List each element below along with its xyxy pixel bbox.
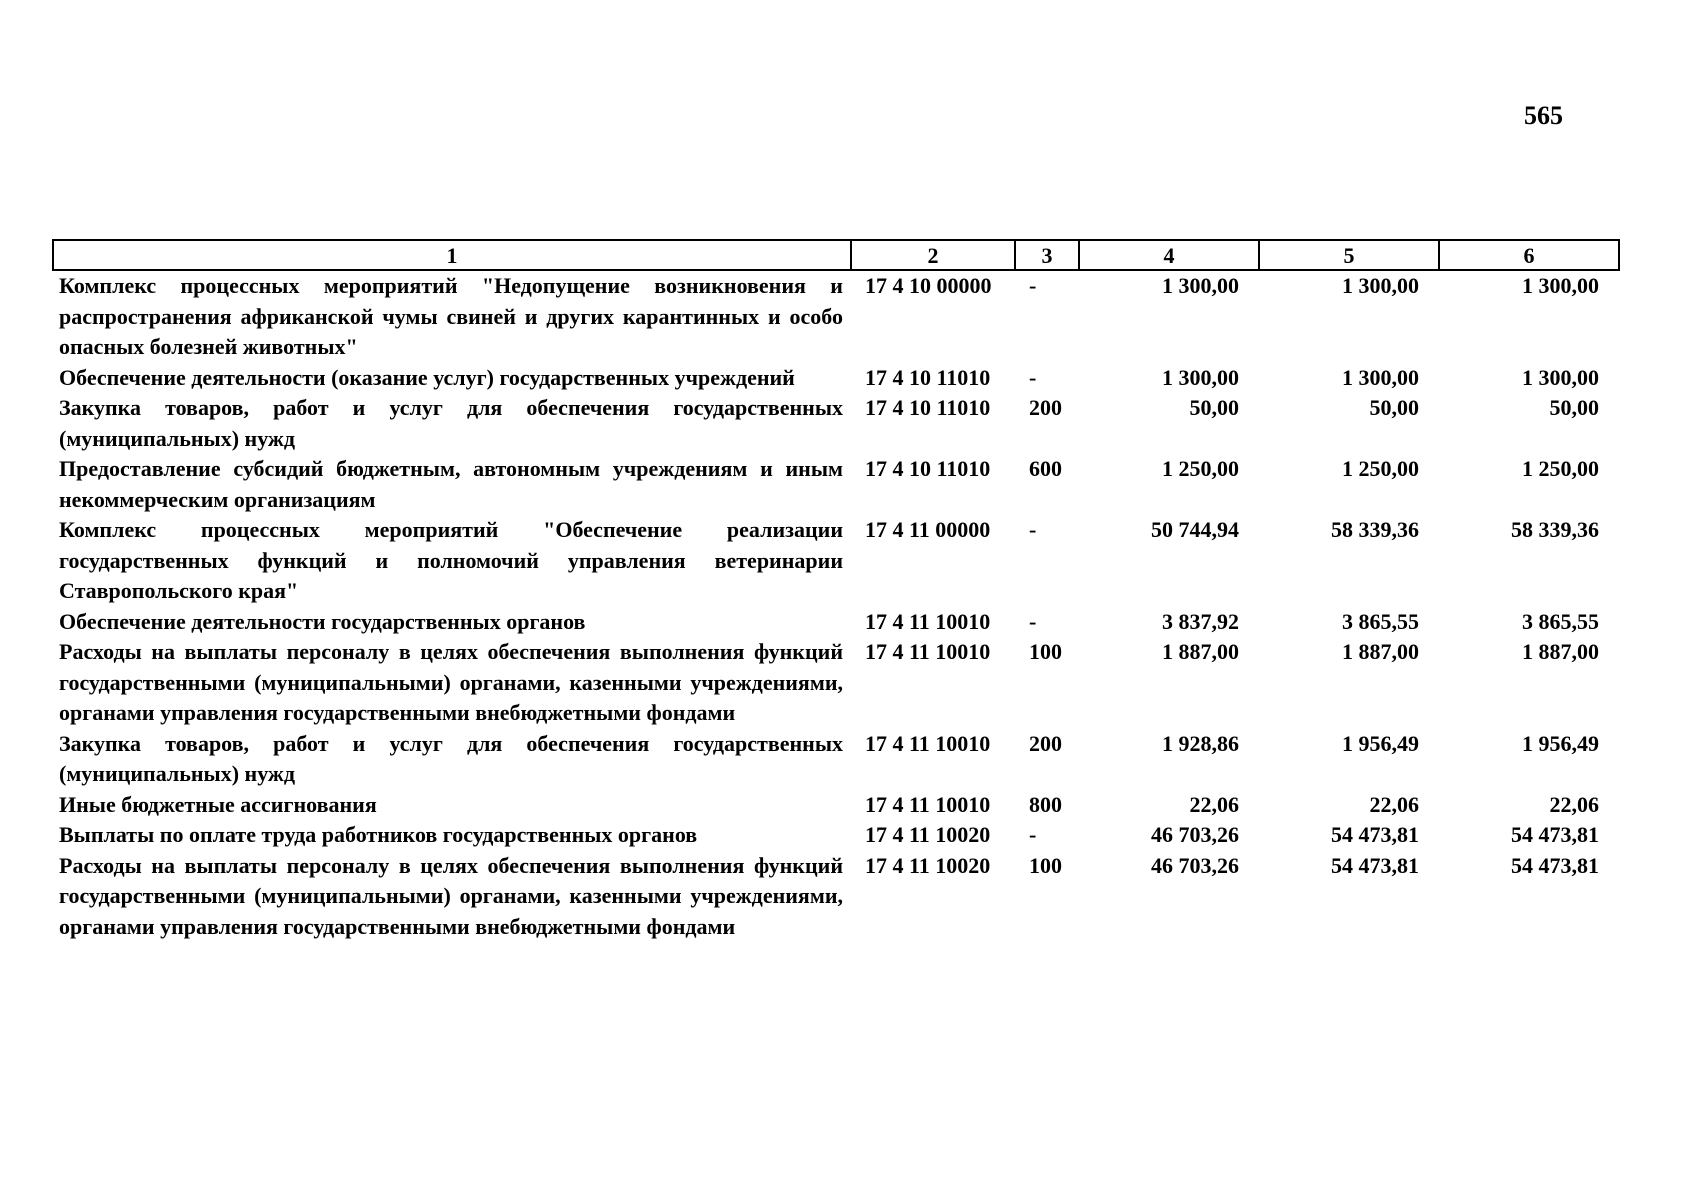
row-code: 17 4 10 00000 [865,273,992,298]
table-header [53,240,1619,270]
row-expense-type: - [1029,273,1037,298]
row-code: 17 4 11 10010 [865,608,991,634]
row-amount-6: 54 473,81 [1511,822,1599,847]
row-name: Комплекс процессных мероприятий "Обеспечение реализации государственных функций и полномочий управления ветеринарии Ставропольского края" [59,517,843,603]
row-amount-4: 1 928,86 [1162,730,1239,756]
row-amount-4: 1 250,00 [1162,456,1239,481]
row-amount-4: 1 300,00 [1162,273,1239,298]
table-row [53,637,1619,729]
row-amount-6: 54 473,81 [1511,852,1599,878]
row-amount-5: 54 473,81 [1331,852,1419,878]
header-col-1: 1 [53,240,851,270]
budget-table [52,239,1620,942]
row-amount-6: 1 956,49 [1522,730,1599,756]
row-name: Обеспечение деятельности (оказание услуг) государственных учреждений [59,364,795,390]
row-amount-4: 46 703,26 [1151,852,1239,878]
row-name: Закупка товаров, работ и услуг для обеспечения государственных (муниципальных) нужд [59,395,843,451]
row-amount-6: 1 887,00 [1522,639,1599,664]
row-code: 17 4 11 10010 [865,791,991,817]
row-name: Закупка товаров, работ и услуг для обеспечения государственных (муниципальных) нужд [59,730,843,786]
header-col-3: 3 [1015,240,1079,270]
row-amount-5: 1 300,00 [1342,364,1419,390]
row-name: Комплекс процессных мероприятий "Недопущение возникновения и распространения африканской чумы свиней и других карантинных и особо опасных болезней животных" [59,273,843,359]
row-amount-4: 22,06 [1189,791,1239,817]
row-name: Расходы на выплаты персоналу в целях обеспечения выполнения функций государственными (муниципальными) органами, казенными учреждениями, органами управления государственными внебюджетными фондами [59,639,843,725]
row-amount-5: 1 887,00 [1342,639,1419,664]
budget-table-container [52,239,1618,942]
row-amount-5: 58 339,36 [1331,517,1419,542]
row-code: 17 4 11 00000 [865,517,991,542]
row-amount-4: 46 703,26 [1151,822,1239,847]
row-amount-4: 1 887,00 [1162,639,1239,664]
table-row [53,607,1619,638]
row-code: 17 4 10 11010 [865,456,991,481]
row-code: 17 4 11 10020 [865,822,991,847]
row-amount-6: 1 300,00 [1522,364,1599,390]
row-amount-4: 3 837,92 [1162,608,1239,634]
row-amount-6: 1 250,00 [1522,456,1599,481]
table-row [53,454,1619,515]
row-amount-6: 1 300,00 [1522,273,1599,298]
row-expense-type: 200 [1029,730,1062,756]
row-expense-type: - [1029,364,1037,390]
row-expense-type: - [1029,608,1037,634]
row-amount-6: 22,06 [1549,791,1599,817]
row-expense-type: 800 [1029,791,1062,817]
table-row [53,851,1619,943]
table-row [53,515,1619,607]
row-amount-6: 3 865,55 [1522,608,1599,634]
row-name: Иные бюджетные ассигнования [59,791,377,817]
row-code: 17 4 11 10020 [865,852,991,878]
row-amount-4: 1 300,00 [1162,364,1239,390]
row-amount-4: 50 744,94 [1151,517,1239,542]
row-amount-6: 58 339,36 [1511,517,1599,542]
header-row [53,240,1619,270]
row-expense-type: - [1029,822,1037,847]
page-number: 565 [1524,101,1563,130]
table-row [53,270,1619,363]
row-expense-type: - [1029,517,1037,542]
row-amount-4: 50,00 [1189,395,1239,420]
header-col-6: 6 [1439,240,1619,270]
row-amount-5: 1 956,49 [1342,730,1419,756]
row-amount-5: 3 865,55 [1342,608,1419,634]
row-amount-6: 50,00 [1549,395,1599,420]
table-row [53,820,1619,851]
row-code: 17 4 11 10010 [865,730,991,756]
row-expense-type: 200 [1029,395,1062,420]
table-row [53,393,1619,454]
header-col-2: 2 [851,240,1015,270]
row-amount-5: 54 473,81 [1331,822,1419,847]
row-amount-5: 50,00 [1369,395,1419,420]
row-name: Предоставление субсидий бюджетным, автономным учреждениям и иным некоммерческим организациям [59,456,843,512]
row-name: Выплаты по оплате труда работников государственных органов [59,822,698,847]
row-expense-type: 100 [1029,852,1062,878]
row-code: 17 4 11 10010 [865,639,991,664]
row-code: 17 4 10 11010 [865,395,991,420]
row-code: 17 4 10 11010 [865,364,991,390]
table-body [53,270,1619,942]
header-col-5: 5 [1259,240,1439,270]
table-row [53,790,1619,821]
table-row [53,363,1619,394]
row-name: Обеспечение деятельности государственных органов [59,608,586,634]
row-amount-5: 1 250,00 [1342,456,1419,481]
row-amount-5: 22,06 [1369,791,1419,817]
row-expense-type: 600 [1029,456,1062,481]
row-expense-type: 100 [1029,639,1062,664]
row-amount-5: 1 300,00 [1342,273,1419,298]
header-col-4: 4 [1079,240,1259,270]
table-row [53,729,1619,790]
row-name: Расходы на выплаты персоналу в целях обеспечения выполнения функций государственными (муниципальными) органами, казенными учреждениями, органами управления государственными внебюджетными фондами [59,852,843,939]
